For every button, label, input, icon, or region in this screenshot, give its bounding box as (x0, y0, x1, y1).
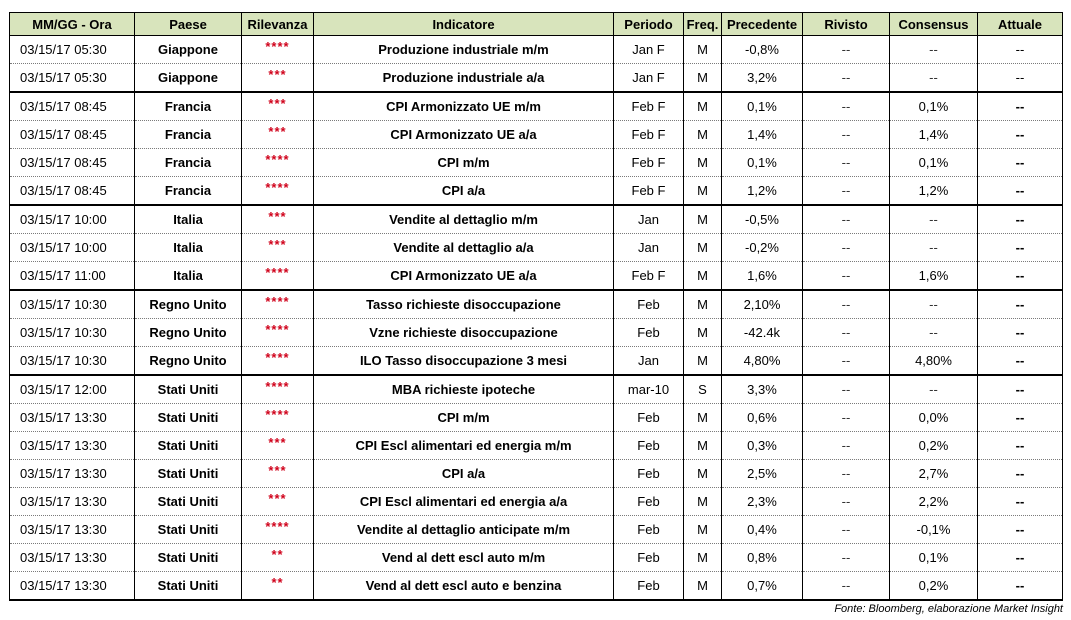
table-row (10, 432, 1063, 460)
period-cell: Feb F (614, 92, 684, 121)
frequency-cell: M (684, 404, 722, 432)
header-period: Periodo (614, 13, 684, 36)
revised-cell: -- (803, 488, 890, 516)
actual-cell: -- (978, 262, 1063, 291)
indicator-cell: CPI Escl alimentari ed energia m/m (314, 432, 614, 460)
period-cell: mar-10 (614, 375, 684, 404)
indicator-cell: Vzne richieste disoccupazione (314, 319, 614, 347)
indicator-cell: Vendite al dettaglio a/a (314, 234, 614, 262)
country-cell: Francia (135, 149, 242, 177)
indicator-cell: CPI a/a (314, 460, 614, 488)
consensus-cell: -- (890, 290, 978, 319)
frequency-cell: M (684, 516, 722, 544)
date-cell: 03/15/17 08:45 (10, 177, 135, 206)
date-cell: 03/15/17 10:30 (10, 347, 135, 376)
country-cell: Francia (135, 121, 242, 149)
table-row (10, 572, 1063, 601)
actual-cell: -- (978, 460, 1063, 488)
table-row (10, 177, 1063, 206)
revised-cell: -- (803, 375, 890, 404)
previous-cell: 4,80% (722, 347, 803, 376)
consensus-cell: 0,2% (890, 432, 978, 460)
period-cell: Feb (614, 572, 684, 601)
actual-cell: -- (978, 36, 1063, 64)
country-cell: Stati Uniti (135, 460, 242, 488)
relevance-stars: **** (242, 290, 314, 319)
calendar-container (9, 12, 1062, 601)
period-cell: Feb F (614, 262, 684, 291)
frequency-cell: S (684, 375, 722, 404)
header-row (10, 13, 1063, 36)
date-cell: 03/15/17 13:30 (10, 516, 135, 544)
period-cell: Feb (614, 319, 684, 347)
revised-cell: -- (803, 92, 890, 121)
frequency-cell: M (684, 36, 722, 64)
revised-cell: -- (803, 36, 890, 64)
relevance-stars: *** (242, 432, 314, 460)
country-cell: Italia (135, 262, 242, 291)
actual-cell: -- (978, 347, 1063, 376)
consensus-cell: 2,7% (890, 460, 978, 488)
relevance-stars: *** (242, 234, 314, 262)
period-cell: Jan (614, 347, 684, 376)
relevance-stars: *** (242, 488, 314, 516)
revised-cell: -- (803, 460, 890, 488)
date-cell: 03/15/17 08:45 (10, 92, 135, 121)
actual-cell: -- (978, 290, 1063, 319)
table-row (10, 460, 1063, 488)
period-cell: Jan F (614, 36, 684, 64)
relevance-stars: **** (242, 177, 314, 206)
previous-cell: 3,2% (722, 64, 803, 93)
previous-cell: 2,10% (722, 290, 803, 319)
revised-cell: -- (803, 64, 890, 93)
frequency-cell: M (684, 205, 722, 234)
previous-cell: -0,5% (722, 205, 803, 234)
indicator-cell: Vendite al dettaglio anticipate m/m (314, 516, 614, 544)
date-cell: 03/15/17 08:45 (10, 149, 135, 177)
indicator-cell: CPI Escl alimentari ed energia a/a (314, 488, 614, 516)
country-cell: Stati Uniti (135, 432, 242, 460)
previous-cell: -0,2% (722, 234, 803, 262)
frequency-cell: M (684, 177, 722, 206)
previous-cell: 0,7% (722, 572, 803, 601)
frequency-cell: M (684, 290, 722, 319)
relevance-stars: ** (242, 544, 314, 572)
actual-cell: -- (978, 488, 1063, 516)
actual-cell: -- (978, 544, 1063, 572)
date-cell: 03/15/17 11:00 (10, 262, 135, 291)
relevance-stars: *** (242, 205, 314, 234)
table-row (10, 234, 1063, 262)
actual-cell: -- (978, 177, 1063, 206)
period-cell: Jan (614, 205, 684, 234)
table-row (10, 488, 1063, 516)
period-cell: Feb (614, 290, 684, 319)
previous-cell: 0,6% (722, 404, 803, 432)
relevance-stars: *** (242, 460, 314, 488)
date-cell: 03/15/17 10:00 (10, 205, 135, 234)
frequency-cell: M (684, 262, 722, 291)
indicator-cell: CPI m/m (314, 149, 614, 177)
country-cell: Regno Unito (135, 290, 242, 319)
date-cell: 03/15/17 12:00 (10, 375, 135, 404)
revised-cell: -- (803, 404, 890, 432)
indicator-cell: Vendite al dettaglio m/m (314, 205, 614, 234)
header-indicator: Indicatore (314, 13, 614, 36)
indicator-cell: ILO Tasso disoccupazione 3 mesi (314, 347, 614, 376)
header-frequency: Freq. (684, 13, 722, 36)
header-previous: Precedente (722, 13, 803, 36)
header-relevance: Rilevanza (242, 13, 314, 36)
period-cell: Jan (614, 234, 684, 262)
revised-cell: -- (803, 121, 890, 149)
indicator-cell: MBA richieste ipoteche (314, 375, 614, 404)
previous-cell: 0,1% (722, 92, 803, 121)
frequency-cell: M (684, 121, 722, 149)
country-cell: Francia (135, 92, 242, 121)
previous-cell: 0,1% (722, 149, 803, 177)
source-note: Fonte: Bloomberg, elaborazione Market Insight (834, 603, 1063, 615)
indicator-cell: Produzione industriale a/a (314, 64, 614, 93)
consensus-cell: 1,4% (890, 121, 978, 149)
table-row (10, 121, 1063, 149)
actual-cell: -- (978, 432, 1063, 460)
revised-cell: -- (803, 516, 890, 544)
indicator-cell: CPI a/a (314, 177, 614, 206)
date-cell: 03/15/17 13:30 (10, 432, 135, 460)
previous-cell: 2,3% (722, 488, 803, 516)
period-cell: Feb (614, 516, 684, 544)
country-cell: Regno Unito (135, 319, 242, 347)
actual-cell: -- (978, 404, 1063, 432)
date-cell: 03/15/17 10:00 (10, 234, 135, 262)
indicator-cell: Vend al dett escl auto m/m (314, 544, 614, 572)
consensus-cell: 2,2% (890, 488, 978, 516)
header-revised: Rivisto (803, 13, 890, 36)
indicator-cell: CPI Armonizzato UE a/a (314, 262, 614, 291)
header-country: Paese (135, 13, 242, 36)
relevance-stars: ** (242, 572, 314, 601)
country-cell: Stati Uniti (135, 375, 242, 404)
country-cell: Stati Uniti (135, 544, 242, 572)
economic-calendar-table (9, 12, 1063, 601)
revised-cell: -- (803, 347, 890, 376)
relevance-stars: **** (242, 404, 314, 432)
previous-cell: 1,6% (722, 262, 803, 291)
header-date: MM/GG - Ora (10, 13, 135, 36)
consensus-cell: -- (890, 234, 978, 262)
previous-cell: 0,8% (722, 544, 803, 572)
header-actual: Attuale (978, 13, 1063, 36)
frequency-cell: M (684, 64, 722, 93)
frequency-cell: M (684, 347, 722, 376)
country-cell: Giappone (135, 64, 242, 93)
relevance-stars: **** (242, 149, 314, 177)
revised-cell: -- (803, 177, 890, 206)
consensus-cell: 0,1% (890, 544, 978, 572)
consensus-cell: -- (890, 205, 978, 234)
relevance-stars: *** (242, 121, 314, 149)
date-cell: 03/15/17 10:30 (10, 319, 135, 347)
frequency-cell: M (684, 92, 722, 121)
revised-cell: -- (803, 290, 890, 319)
table-row (10, 205, 1063, 234)
relevance-stars: **** (242, 516, 314, 544)
table-row (10, 262, 1063, 291)
table-row (10, 36, 1063, 64)
revised-cell: -- (803, 432, 890, 460)
indicator-cell: CPI Armonizzato UE a/a (314, 121, 614, 149)
date-cell: 03/15/17 13:30 (10, 460, 135, 488)
previous-cell: 0,3% (722, 432, 803, 460)
country-cell: Stati Uniti (135, 404, 242, 432)
previous-cell: 1,4% (722, 121, 803, 149)
indicator-cell: CPI Armonizzato UE m/m (314, 92, 614, 121)
actual-cell: -- (978, 234, 1063, 262)
frequency-cell: M (684, 572, 722, 601)
relevance-stars: **** (242, 319, 314, 347)
relevance-stars: **** (242, 262, 314, 291)
revised-cell: -- (803, 319, 890, 347)
relevance-stars: **** (242, 375, 314, 404)
table-body (10, 36, 1063, 601)
consensus-cell: -- (890, 319, 978, 347)
period-cell: Feb (614, 544, 684, 572)
frequency-cell: M (684, 149, 722, 177)
consensus-cell: 0,0% (890, 404, 978, 432)
date-cell: 03/15/17 10:30 (10, 290, 135, 319)
country-cell: Giappone (135, 36, 242, 64)
period-cell: Feb (614, 404, 684, 432)
date-cell: 03/15/17 05:30 (10, 64, 135, 93)
frequency-cell: M (684, 432, 722, 460)
table-row (10, 92, 1063, 121)
actual-cell: -- (978, 205, 1063, 234)
header-consensus: Consensus (890, 13, 978, 36)
consensus-cell: -0,1% (890, 516, 978, 544)
actual-cell: -- (978, 92, 1063, 121)
revised-cell: -- (803, 572, 890, 601)
indicator-cell: Vend al dett escl auto e benzina (314, 572, 614, 601)
table-row (10, 347, 1063, 376)
country-cell: Francia (135, 177, 242, 206)
table-row (10, 544, 1063, 572)
actual-cell: -- (978, 572, 1063, 601)
relevance-stars: *** (242, 92, 314, 121)
relevance-stars: **** (242, 36, 314, 64)
actual-cell: -- (978, 319, 1063, 347)
period-cell: Feb F (614, 177, 684, 206)
country-cell: Italia (135, 234, 242, 262)
indicator-cell: Tasso richieste disoccupazione (314, 290, 614, 319)
period-cell: Feb F (614, 149, 684, 177)
date-cell: 03/15/17 05:30 (10, 36, 135, 64)
relevance-stars: *** (242, 64, 314, 93)
frequency-cell: M (684, 488, 722, 516)
indicator-cell: CPI m/m (314, 404, 614, 432)
table-row (10, 375, 1063, 404)
actual-cell: -- (978, 64, 1063, 93)
period-cell: Jan F (614, 64, 684, 93)
frequency-cell: M (684, 460, 722, 488)
previous-cell: 2,5% (722, 460, 803, 488)
revised-cell: -- (803, 234, 890, 262)
revised-cell: -- (803, 544, 890, 572)
country-cell: Italia (135, 205, 242, 234)
consensus-cell: 1,2% (890, 177, 978, 206)
period-cell: Feb F (614, 121, 684, 149)
date-cell: 03/15/17 13:30 (10, 488, 135, 516)
country-cell: Regno Unito (135, 347, 242, 376)
frequency-cell: M (684, 319, 722, 347)
date-cell: 03/15/17 13:30 (10, 572, 135, 601)
period-cell: Feb (614, 460, 684, 488)
previous-cell: -42.4k (722, 319, 803, 347)
relevance-stars: **** (242, 347, 314, 376)
date-cell: 03/15/17 08:45 (10, 121, 135, 149)
indicator-cell: Produzione industriale m/m (314, 36, 614, 64)
actual-cell: -- (978, 121, 1063, 149)
table-row (10, 319, 1063, 347)
previous-cell: -0,8% (722, 36, 803, 64)
table-row (10, 516, 1063, 544)
period-cell: Feb (614, 432, 684, 460)
consensus-cell: 0,1% (890, 149, 978, 177)
consensus-cell: 0,1% (890, 92, 978, 121)
consensus-cell: 4,80% (890, 347, 978, 376)
revised-cell: -- (803, 262, 890, 291)
actual-cell: -- (978, 375, 1063, 404)
consensus-cell: 0,2% (890, 572, 978, 601)
period-cell: Feb (614, 488, 684, 516)
previous-cell: 3,3% (722, 375, 803, 404)
table-row (10, 149, 1063, 177)
table-row (10, 290, 1063, 319)
actual-cell: -- (978, 149, 1063, 177)
table-row (10, 64, 1063, 93)
revised-cell: -- (803, 205, 890, 234)
country-cell: Stati Uniti (135, 572, 242, 601)
country-cell: Stati Uniti (135, 516, 242, 544)
consensus-cell: -- (890, 36, 978, 64)
consensus-cell: 1,6% (890, 262, 978, 291)
previous-cell: 1,2% (722, 177, 803, 206)
date-cell: 03/15/17 13:30 (10, 404, 135, 432)
actual-cell: -- (978, 516, 1063, 544)
revised-cell: -- (803, 149, 890, 177)
table-row (10, 404, 1063, 432)
consensus-cell: -- (890, 64, 978, 93)
consensus-cell: -- (890, 375, 978, 404)
previous-cell: 0,4% (722, 516, 803, 544)
country-cell: Stati Uniti (135, 488, 242, 516)
frequency-cell: M (684, 234, 722, 262)
frequency-cell: M (684, 544, 722, 572)
date-cell: 03/15/17 13:30 (10, 544, 135, 572)
